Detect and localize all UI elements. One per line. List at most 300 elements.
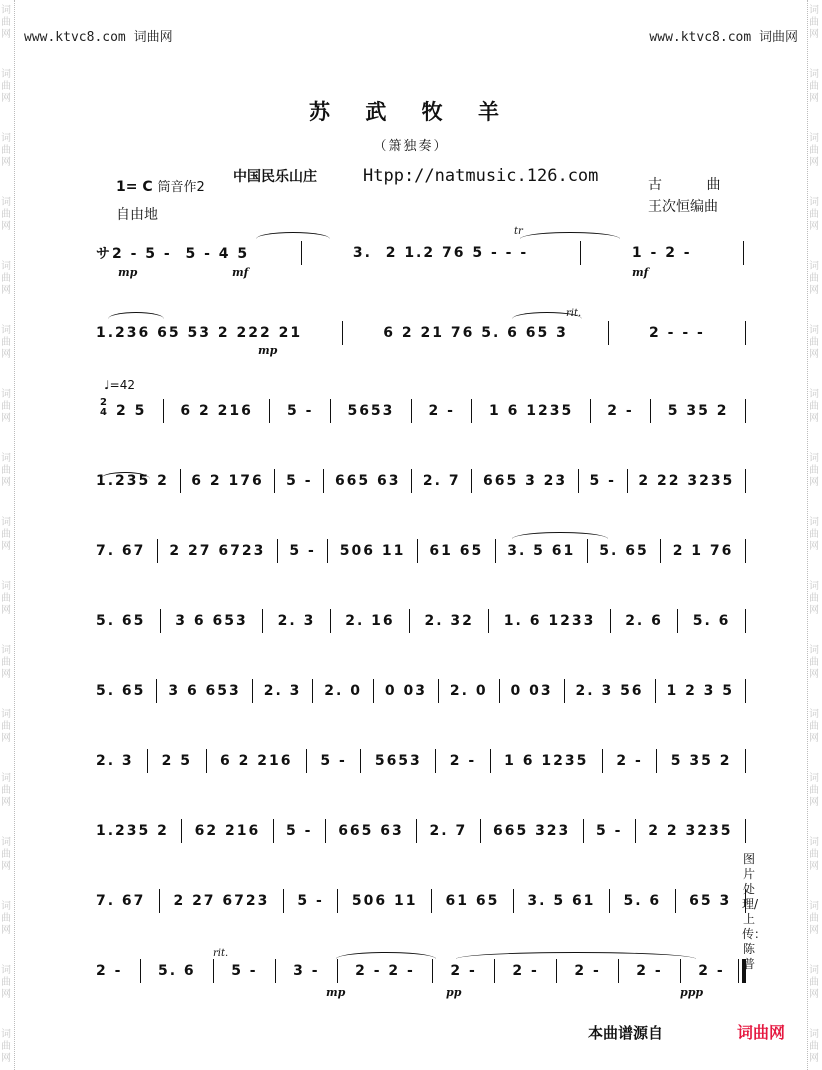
- watermark-char: 曲: [809, 849, 819, 860]
- measure: 2. 16: [345, 613, 395, 629]
- watermark-char: 网: [809, 413, 819, 424]
- bar-line: [618, 959, 619, 983]
- watermark-char: 网: [809, 93, 819, 104]
- watermark-char: 网: [809, 349, 819, 360]
- watermark-char: 曲: [1, 1041, 11, 1052]
- slur: [108, 312, 164, 319]
- metronome-mark: ♩=42: [104, 378, 135, 392]
- score-row: [96, 466, 746, 496]
- bar-line: [330, 399, 331, 423]
- measure: 3. 5 61: [527, 893, 596, 909]
- watermark-char: 曲: [1, 529, 11, 540]
- measure: 2 -: [607, 403, 634, 419]
- measure: 3 6 653: [175, 613, 248, 629]
- right-watermark-strip: [807, 0, 822, 1070]
- score-row: [96, 816, 746, 846]
- bar-line: [656, 749, 657, 773]
- bar-line: [580, 241, 581, 265]
- score-row: [96, 676, 746, 706]
- composer-credit: 古 曲: [648, 177, 741, 193]
- bar-line: [431, 889, 432, 913]
- bar-line: [157, 539, 158, 563]
- measure: 2 -: [428, 403, 455, 419]
- measure: 665 63: [334, 473, 401, 489]
- measure: 1.236 65 53 2 222 21: [96, 325, 303, 341]
- watermark-char: 网: [1, 605, 11, 616]
- watermark-char: 曲: [1, 593, 11, 604]
- watermark-char: 词: [809, 773, 819, 784]
- bar-line: [435, 749, 436, 773]
- measure: 665 63: [338, 823, 404, 839]
- watermark-char: 网: [809, 221, 819, 232]
- footer-site-logo: 词曲网: [737, 1023, 786, 1042]
- bar-line: [252, 679, 253, 703]
- watermark-char: 网: [1, 797, 11, 808]
- bar-line: [745, 609, 746, 633]
- bar-line: [181, 819, 182, 843]
- bar-line: [417, 539, 418, 563]
- measure: 2 -: [450, 963, 477, 979]
- bar-line: [306, 749, 307, 773]
- watermark-char: 网: [809, 285, 819, 296]
- measure: 2 -: [512, 963, 539, 979]
- watermark-char: 网: [1, 989, 11, 1000]
- watermark-char: 曲: [809, 337, 819, 348]
- bar-line: [745, 749, 746, 773]
- bar-line: [277, 539, 278, 563]
- key-note: 筒音作2: [157, 180, 205, 195]
- tempo-instruction: 自由地: [116, 207, 158, 223]
- bar-line: [411, 399, 412, 423]
- bar-line: [494, 959, 495, 983]
- watermark-char: 词: [809, 69, 819, 80]
- measure: 7. 67: [96, 893, 146, 909]
- measure: 5. 65: [96, 613, 146, 629]
- measure: 1.235 2: [96, 823, 169, 839]
- watermark-char: 词: [1, 5, 11, 16]
- bar-line: [627, 469, 628, 493]
- watermark-char: 网: [1, 541, 11, 552]
- measure: 5 -: [589, 473, 616, 489]
- measure: 2. 0: [324, 683, 362, 699]
- measure: 2. 7: [429, 823, 468, 839]
- bar-line: [556, 959, 557, 983]
- measure: 5 35 2: [667, 403, 729, 419]
- dynamic-mark: mf: [632, 266, 649, 279]
- bar-line: [337, 959, 338, 983]
- measure: 5. 6: [692, 613, 731, 629]
- bar-line: [745, 399, 746, 423]
- watermark-char: 词: [809, 389, 819, 400]
- measure: 5. 6: [623, 893, 662, 909]
- measure: 2 5: [116, 403, 147, 419]
- key-signature: [116, 176, 205, 195]
- measure: 5653: [347, 403, 395, 419]
- dynamic-mark: mp: [118, 266, 138, 279]
- measure: 2. 3: [263, 683, 302, 699]
- bar-line: [180, 469, 181, 493]
- bar-line: [373, 679, 374, 703]
- watermark-char: 词: [1, 517, 11, 528]
- watermark-char: 词: [1, 261, 11, 272]
- watermark-char: 曲: [1, 849, 11, 860]
- measure: 61 65: [445, 893, 500, 909]
- score-subtitle: （箫独奏）: [373, 139, 449, 154]
- slur: [512, 532, 608, 539]
- watermark-char: 网: [1, 221, 11, 232]
- watermark-char: 曲: [809, 1041, 819, 1052]
- watermark-char: 网: [1, 861, 11, 872]
- watermark-char: 词: [1, 69, 11, 80]
- bar-line: [608, 321, 609, 345]
- score-row: [96, 318, 746, 348]
- measure: 2 -: [449, 753, 477, 769]
- bar-line: [675, 889, 676, 913]
- measure: 1 2 3 5: [666, 683, 735, 699]
- site-name: 中国民乐山庄: [233, 169, 317, 185]
- measure: 3. 2 1.2 76 5 - - -: [352, 245, 529, 261]
- measure: 5 35 2: [670, 753, 732, 769]
- bar-line: [438, 679, 439, 703]
- watermark-char: 网: [809, 733, 819, 744]
- arranger-credit: 王次恒编曲: [648, 199, 718, 215]
- measure: 2 -: [574, 963, 601, 979]
- watermark-char: 网: [809, 29, 819, 40]
- measure: 2 1 76: [672, 543, 734, 559]
- measure: 3 6 653: [168, 683, 241, 699]
- time-signature: [100, 398, 107, 418]
- bar-line: [323, 469, 324, 493]
- bar-line: [610, 609, 611, 633]
- bar-line: [490, 749, 491, 773]
- bar-line: [488, 609, 489, 633]
- measure: 2 27 6723: [173, 893, 270, 909]
- bar-line: [650, 399, 651, 423]
- watermark-char: 曲: [1, 657, 11, 668]
- watermark-char: 词: [1, 325, 11, 336]
- watermark-char: 词: [1, 709, 11, 720]
- watermark-char: 词: [1, 1029, 11, 1040]
- bar-line: [471, 469, 472, 493]
- measure: 506 11: [339, 543, 406, 559]
- measure: 0 03: [384, 683, 427, 699]
- bar-line: [513, 889, 514, 913]
- measure: 1.235 2: [96, 473, 169, 489]
- watermark-char: 曲: [809, 401, 819, 412]
- watermark-char: 曲: [1, 785, 11, 796]
- watermark-char: 网: [809, 925, 819, 936]
- bar-line: [411, 469, 412, 493]
- measure: 2 - 2 -: [355, 963, 415, 979]
- bar-line: [677, 609, 678, 633]
- watermark-char: 词: [809, 197, 819, 208]
- measure: 5 -: [231, 963, 258, 979]
- measure: 5. 65: [96, 683, 146, 699]
- watermark-char: 网: [1, 477, 11, 488]
- bar-line: [273, 819, 274, 843]
- measure: 6 2 176: [191, 473, 264, 489]
- watermark-char: 曲: [809, 977, 819, 988]
- watermark-char: 词: [809, 645, 819, 656]
- bar-line: [609, 889, 610, 913]
- score-title: 苏 武 牧 羊: [309, 99, 513, 124]
- watermark-char: 词: [1, 645, 11, 656]
- bar-line: [432, 959, 433, 983]
- slur: [456, 952, 696, 959]
- score-row: [116, 396, 746, 426]
- watermark-char: 网: [1, 733, 11, 744]
- bar-line: [495, 539, 496, 563]
- bar-line: [213, 959, 214, 983]
- measure: 2. 7: [422, 473, 461, 489]
- measure: サ2 - 5 - 5 - 4 5: [96, 246, 250, 262]
- watermark-char: 网: [1, 29, 11, 40]
- watermark-char: 网: [1, 157, 11, 168]
- bar-line: [160, 609, 161, 633]
- watermark-char: 曲: [1, 273, 11, 284]
- measure: 6 2 216: [180, 403, 253, 419]
- bar-line: [330, 609, 331, 633]
- watermark-char: 网: [1, 925, 11, 936]
- watermark-char: 词: [1, 389, 11, 400]
- watermark-char: 词: [809, 837, 819, 848]
- bar-line: [745, 819, 746, 843]
- watermark-char: 曲: [809, 273, 819, 284]
- bar-line: [471, 399, 472, 423]
- measure: 5. 6: [157, 963, 196, 979]
- bar-line: [590, 399, 591, 423]
- measure: 665 323: [492, 823, 571, 839]
- bar-line: [583, 819, 584, 843]
- bar-line: [312, 679, 313, 703]
- slur: [520, 232, 620, 239]
- watermark-char: 曲: [809, 913, 819, 924]
- watermark-char: 词: [809, 709, 819, 720]
- watermark-char: 曲: [809, 145, 819, 156]
- measure: 61 65: [429, 543, 484, 559]
- bar-line: [275, 959, 276, 983]
- watermark-char: 网: [809, 157, 819, 168]
- bar-line: [283, 889, 284, 913]
- slur: [100, 472, 150, 479]
- watermark-top-right: www.ktvc8.com 词曲网: [649, 30, 798, 45]
- watermark-char: 曲: [809, 593, 819, 604]
- bar-line: [409, 609, 410, 633]
- measure: 3 -: [293, 963, 320, 979]
- rit-mark: rit.: [213, 948, 229, 959]
- score-row: [96, 746, 746, 776]
- time-sig-top: 2: [100, 397, 107, 408]
- bar-line: [360, 749, 361, 773]
- dynamic-mark: mp: [258, 344, 278, 357]
- watermark-char: 网: [1, 93, 11, 104]
- measure: 5 -: [320, 753, 347, 769]
- measure: 1. 6 1233: [503, 613, 596, 629]
- watermark-char: 曲: [1, 913, 11, 924]
- bar-line: [269, 399, 270, 423]
- measure: 2 - - -: [649, 325, 705, 341]
- watermark-char: 网: [1, 349, 11, 360]
- watermark-char: 曲: [809, 657, 819, 668]
- measure: 7. 67: [96, 543, 146, 559]
- measure: 5653: [374, 753, 422, 769]
- watermark-char: 词: [809, 261, 819, 272]
- watermark-char: 词: [809, 5, 819, 16]
- trill-mark: tr: [514, 226, 523, 237]
- bar-line: [327, 539, 328, 563]
- watermark-char: 曲: [809, 81, 819, 92]
- measure: 2 -: [616, 753, 643, 769]
- measure: 1 6 1235: [504, 753, 589, 769]
- bar-line: [337, 889, 338, 913]
- bar-line: [578, 469, 579, 493]
- bar-line: [147, 749, 148, 773]
- watermark-char: 词: [1, 901, 11, 912]
- watermark-char: 曲: [1, 401, 11, 412]
- watermark-char: 曲: [1, 209, 11, 220]
- rit-mark: rit.: [566, 308, 582, 319]
- measure: 506 11: [351, 893, 418, 909]
- watermark-top-left: www.ktvc8.com 词曲网: [24, 30, 173, 45]
- measure: 5 -: [596, 823, 623, 839]
- measure: 5. 65: [599, 543, 649, 559]
- left-watermark-strip: [0, 0, 15, 1070]
- bar-line: [206, 749, 207, 773]
- measure: 2 27 6723: [169, 543, 266, 559]
- watermark-char: 曲: [1, 721, 11, 732]
- slur: [336, 952, 436, 959]
- watermark-char: 词: [1, 837, 11, 848]
- watermark-char: 曲: [1, 465, 11, 476]
- measure: 6 2 216: [219, 753, 293, 769]
- watermark-char: 网: [1, 285, 11, 296]
- watermark-char: 网: [809, 669, 819, 680]
- measure: 2 2 3235: [648, 823, 733, 839]
- watermark-char: 词: [809, 901, 819, 912]
- watermark-char: 曲: [809, 17, 819, 28]
- measure: 2. 3: [96, 753, 134, 769]
- measure: 2. 0: [449, 683, 488, 699]
- watermark-char: 词: [809, 1029, 819, 1040]
- bar-line: [745, 469, 746, 493]
- measure: 2 22 3235: [638, 473, 735, 489]
- measure: 2. 3 56: [575, 683, 644, 699]
- watermark-char: 词: [1, 197, 11, 208]
- dynamic-mark: ppp: [680, 986, 704, 999]
- watermark-char: 词: [1, 773, 11, 784]
- bar-line: [416, 819, 417, 843]
- watermark-char: 网: [1, 1053, 11, 1064]
- watermark-char: 词: [809, 325, 819, 336]
- measure: 5 -: [286, 403, 314, 419]
- measure: 2. 32: [424, 613, 474, 629]
- watermark-char: 曲: [1, 977, 11, 988]
- upload-credit: 图片处理/上传：陈普: [742, 852, 767, 971]
- dynamic-mark: mf: [232, 266, 249, 279]
- measure: 5 -: [286, 473, 313, 489]
- bar-line: [587, 539, 588, 563]
- score-row: [96, 956, 746, 986]
- watermark-char: 词: [1, 453, 11, 464]
- bar-line: [156, 679, 157, 703]
- bar-line: [745, 679, 746, 703]
- watermark-char: 网: [809, 477, 819, 488]
- slur: [512, 312, 582, 319]
- watermark-char: 网: [809, 861, 819, 872]
- bar-line: [163, 399, 164, 423]
- bar-line: [262, 609, 263, 633]
- measure: 6 2 21 76 5. 6 65 3: [383, 325, 568, 341]
- measure: 3. 5 61: [507, 543, 576, 559]
- measure: 1 - 2 -: [631, 245, 692, 261]
- bar-line: [564, 679, 565, 703]
- measure: 5 -: [297, 893, 324, 909]
- measure: 65 3: [689, 893, 732, 909]
- score-row: [96, 606, 746, 636]
- bar-line: [655, 679, 656, 703]
- watermark-char: 网: [1, 413, 11, 424]
- watermark-char: 曲: [809, 529, 819, 540]
- measure: 2. 3: [277, 613, 316, 629]
- site-url: Htpp://natmusic.126.com: [363, 166, 599, 186]
- watermark-char: 词: [1, 581, 11, 592]
- watermark-char: 词: [1, 133, 11, 144]
- bar-line: [480, 819, 481, 843]
- watermark-char: 曲: [1, 81, 11, 92]
- footer-source-label: 本曲谱源自: [588, 1024, 664, 1042]
- watermark-char: 词: [809, 133, 819, 144]
- measure: 2 5: [161, 753, 193, 769]
- dynamic-mark: pp: [446, 986, 462, 999]
- bar-line: [635, 819, 636, 843]
- watermark-char: 词: [809, 581, 819, 592]
- bar-line: [499, 679, 500, 703]
- bar-line: [342, 321, 343, 345]
- bar-line: [743, 241, 744, 265]
- measure: 2. 6: [625, 613, 663, 629]
- watermark-char: 曲: [809, 465, 819, 476]
- measure: 5 -: [289, 543, 316, 559]
- bar-line: [745, 539, 746, 563]
- watermark-char: 网: [809, 989, 819, 1000]
- time-sig-bottom: 4: [100, 407, 107, 418]
- measure: 2 -: [636, 963, 663, 979]
- bar-line: [602, 749, 603, 773]
- watermark-char: 曲: [809, 209, 819, 220]
- bar-line: [159, 889, 160, 913]
- slur: [256, 232, 330, 239]
- watermark-char: 词: [809, 517, 819, 528]
- measure: 0 03: [510, 683, 553, 699]
- watermark-char: 曲: [809, 721, 819, 732]
- watermark-char: 曲: [809, 785, 819, 796]
- watermark-char: 网: [1, 669, 11, 680]
- bar-line: [325, 819, 326, 843]
- bar-line: [745, 321, 746, 345]
- measure: 62 216: [194, 823, 261, 839]
- bar-line: [274, 469, 275, 493]
- watermark-char: 网: [809, 541, 819, 552]
- measure: 665 3 23: [482, 473, 568, 489]
- watermark-char: 曲: [1, 337, 11, 348]
- measure: 5 -: [286, 823, 313, 839]
- score-row: [96, 238, 744, 268]
- watermark-char: 曲: [1, 17, 11, 28]
- watermark-char: 网: [809, 1053, 819, 1064]
- score-row: [96, 886, 746, 916]
- watermark-char: 曲: [1, 145, 11, 156]
- measure: 2 -: [96, 963, 123, 979]
